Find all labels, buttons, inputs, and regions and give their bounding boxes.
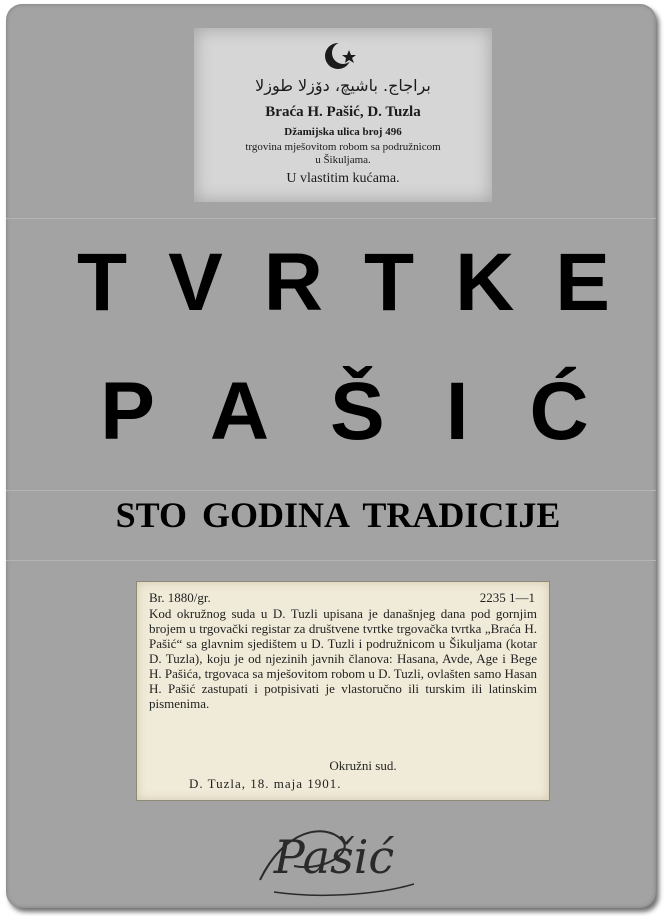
divider <box>6 218 656 219</box>
newspaper-clipping <box>137 582 549 800</box>
company-stamp-image <box>194 28 492 202</box>
clipping-paragraph: Kod okružnog suda u D. Tuzli upisana je današnjeg dana pod gornjim brojem u trgovački registar za društvene tvrtke trgovačka tvrtka „Braća H. Pašić“ sa glavnim sjedištem u D. Tuzli i podružnicom u Šikuljama (kotar D. Tuzla), koju je od njezinih javnih članova: Hasana, Avde, Age i Bege H. Pašića, trgovaca sa mješovitom robom u D. Tuzli, ovlašten samo Hasan H. Pašić zastupati i potpisivati je vlastoručno ili turskim ili latinskim pismenima. <box>149 606 537 711</box>
trade-location: u Šikuljama. <box>315 154 371 166</box>
clipping-court: Okružni sud. <box>329 758 397 773</box>
crescent-star-icon <box>321 38 365 74</box>
title-line-1: TVRTKE <box>77 237 651 328</box>
divider <box>6 490 656 491</box>
clipping-date: D. Tuzla, 18. maja 1901. <box>189 776 342 791</box>
trade-description: trgovina mješovitom robom sa podružnicom <box>245 141 441 153</box>
arabic-company-name: براجاج. باشيچ، دۆزلا طوزلا <box>255 76 431 95</box>
ownership-note: U vlastitim kućama. <box>286 171 400 186</box>
signature: Pašić <box>273 830 395 884</box>
divider <box>6 560 656 561</box>
subtitle: STO GODINA TRADICIJE <box>115 495 561 535</box>
clipping-number: 2235 1—1 <box>479 590 535 605</box>
company-name: Braća H. Pašić, D. Tuzla <box>265 104 421 120</box>
document-page <box>6 4 656 908</box>
company-address: Džamijska ulica broj 496 <box>284 126 402 138</box>
title-line-2: PAŠIĆ <box>100 366 650 457</box>
clipping-reference: Br. 1880/gr. <box>149 590 211 605</box>
